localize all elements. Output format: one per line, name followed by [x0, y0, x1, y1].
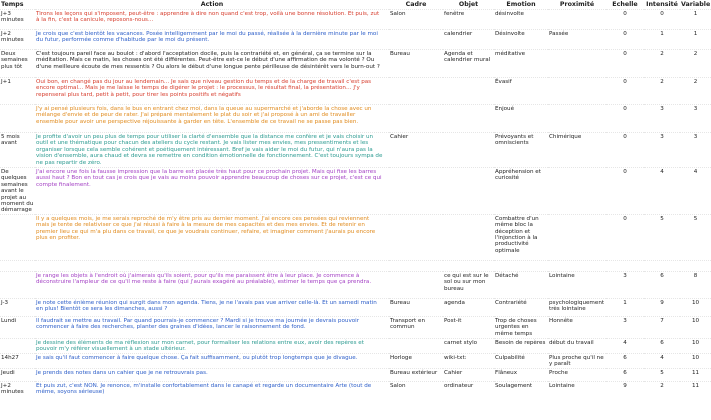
- cell-intensite[interactable]: 3: [644, 133, 680, 168]
- cell-action[interactable]: Il faudrait se mettre au travail. Par quand pourrais-je commencer ? Mardi si je trouve ma journée je devrais pouvoir commencer à faire des recherches, planter des graines d'idées, lancer le raisonnement de fond.: [35, 316, 389, 338]
- cell-intensite[interactable]: 2: [644, 78, 680, 105]
- table-row: [0, 78, 711, 105]
- cell-emotion[interactable]: Détaché: [494, 271, 548, 298]
- cell-temps[interactable]: [0, 271, 35, 298]
- col-header-action[interactable]: Action: [200, 1, 224, 8]
- cell-cadre[interactable]: Bureau: [389, 298, 443, 316]
- table-row: [0, 298, 711, 316]
- cell-emotion[interactable]: Appréhension et curiosité: [494, 168, 548, 215]
- cell-intensite[interactable]: 1: [644, 30, 680, 50]
- cell-cadre[interactable]: Transport en commun: [389, 316, 443, 338]
- cell-temps[interactable]: Lundi: [0, 316, 35, 338]
- cell-variable[interactable]: 10: [680, 338, 711, 353]
- table-row: [0, 105, 711, 133]
- col-header-cadre[interactable]: Cadre: [405, 1, 427, 8]
- cell-cadre[interactable]: [389, 30, 443, 50]
- cell-temps[interactable]: J+1: [0, 78, 35, 105]
- cell-variable[interactable]: 1: [680, 30, 711, 50]
- table-row: [0, 10, 711, 30]
- cell-action[interactable]: C'est toujours pareil face au boulot : d'abord l'acceptation docile, puis la contrariété et, en général, ça se termine sur la méditation. Mais ce matin, les choses ont été différentes. Peut-être est-ce le début d'une affirmation de ma volonté ? Ou d'une meilleure écoute de mes ressentis ? Ou alors le début d'une longue pente périlleuse de désintérêt vers le burn-out ?: [35, 50, 389, 78]
- cell-emotion[interactable]: Besoin de repères: [494, 338, 548, 353]
- cell-emotion[interactable]: méditative: [494, 50, 548, 78]
- cell-emotion[interactable]: désinvolte: [494, 10, 548, 30]
- cell-variable[interactable]: 10: [680, 353, 711, 368]
- table-row: [0, 368, 711, 381]
- cell-echelle[interactable]: 0: [606, 105, 644, 133]
- cell-echelle[interactable]: 6: [606, 353, 644, 368]
- cell-emotion[interactable]: Désinvolte: [494, 30, 548, 50]
- cell-variable[interactable]: 3: [680, 105, 711, 133]
- cell-proximite[interactable]: Passée: [548, 30, 606, 50]
- cell-emotion[interactable]: Combattre d'un même bloc la déception et l'injonction à la productivité optimale: [494, 214, 548, 260]
- table-row: [0, 133, 711, 168]
- cell-objet[interactable]: [443, 133, 494, 168]
- table-body: [0, 10, 711, 396]
- cell-intensite[interactable]: 2: [644, 381, 680, 395]
- cell-cadre[interactable]: [389, 338, 443, 353]
- cell-cadre[interactable]: [389, 78, 443, 105]
- cell-temps[interactable]: [0, 214, 35, 260]
- cell-temps[interactable]: 5 mois avant: [0, 133, 35, 168]
- cell-echelle[interactable]: 0: [606, 50, 644, 78]
- cell-action[interactable]: Il y a quelques mois, je me serais reproché de m'y être pris au dernier moment. J'ai encore ces pensées qui reviennent mais je tente de relativiser ce que j'ai réussi à faire à la mesure de mes capacités et des mes envies. Et de retenir en premier lieu ce qui m'a plu dans ce travail, ce que je voudrais continuer, refaire, et imaginer comment j'aurais pu encore plus en profiter.: [35, 214, 389, 260]
- cell-temps[interactable]: 14h27: [0, 353, 35, 368]
- cell-action[interactable]: Je crois que c'est bientôt les vacances. Posée intelligemment par le moi du passé, réalisée à la dernière minute par le moi du futur, performée comme d'habitude par le moi du présent.: [35, 30, 389, 50]
- col-header-echelle[interactable]: Echelle: [612, 1, 638, 8]
- cell-objet[interactable]: wiki-txt:: [443, 353, 494, 368]
- table-row: [0, 271, 711, 298]
- table-row: [0, 260, 711, 271]
- cell-proximite[interactable]: Plus proche qu'il ne y paraît: [548, 353, 606, 368]
- cell-proximite[interactable]: [548, 50, 606, 78]
- cell-intensite[interactable]: 3: [644, 105, 680, 133]
- cell-action[interactable]: Je profite d'avoir un peu plus de temps pour utiliser la clarté d'ensemble que la distance me confère et je vais choisir un outil et une thématique pour chacun des ateliers du cycle restant. Je vais lister mes envies, mes pressentiments et les organiser lorsque cela semble cohérent et poétiquement intéressant. Bref je vais aider le moi du futur, qui n'aura pas la vision d'ensemble, aura chaud et devra se remettre en condition émotionnelle de fonctionnement. C'est toujours sympa de ne pas repartir de zéro.: [35, 133, 389, 168]
- cell-objet[interactable]: [443, 168, 494, 215]
- col-header-objet[interactable]: Objet: [458, 1, 479, 8]
- cell-intensite[interactable]: 5: [644, 214, 680, 260]
- cell-proximite[interactable]: [548, 214, 606, 260]
- cell-temps[interactable]: J+2 minutes: [0, 381, 35, 395]
- cell-objet[interactable]: fenêtre: [443, 10, 494, 30]
- table-row: [0, 50, 711, 78]
- cell-proximite[interactable]: [548, 10, 606, 30]
- cell-action[interactable]: Je note cette énième réunion qui surgit dans mon agenda. Tiens, je ne l'avais pas vue arriver celle-là. Et un samedi matin en plus! Bientôt ce sera les dimanches, aussi ?: [35, 298, 389, 316]
- cell-echelle[interactable]: 6: [606, 368, 644, 381]
- cell-objet[interactable]: [443, 214, 494, 260]
- cell-action[interactable]: Oui bon, en changé pas du jour au lendemain... Je sais que niveau gestion du temps et de la charge de travail c'est pas encore optimal... Mais je me laisse le temps de digérer le projet : le processus, le résultat final, la présentation… J'y repenserai plus tard, petit à petit, pour tirer les points positifs et négatifs: [35, 78, 389, 105]
- cell-emotion[interactable]: Enjoué: [494, 105, 548, 133]
- cell-cadre[interactable]: Salon: [389, 10, 443, 30]
- cell-proximite[interactable]: [548, 78, 606, 105]
- cell-proximite[interactable]: Lointaine: [548, 271, 606, 298]
- cell-intensite[interactable]: [644, 260, 680, 271]
- cell-variable[interactable]: 3: [680, 133, 711, 168]
- cell-proximite[interactable]: Chimérique: [548, 133, 606, 168]
- cell-action[interactable]: J'y ai pensé plusieurs fois, dans le bus en entrant chez moi, dans la queue au supermarché et j'aborde la chose avec un mélange d'envie et de peur de rater. J'ai préparé mentalement le plat du soir et j'ai proposé à un ami de travailler ensemble pour avoir une perspective réjouissante à garder en tête. L'ensemble de ce travail ne se passe pas bien.: [35, 105, 389, 133]
- cell-proximite[interactable]: Honnête: [548, 316, 606, 338]
- cell-cadre[interactable]: [389, 260, 443, 271]
- cell-proximite[interactable]: Proche: [548, 368, 606, 381]
- cell-action[interactable]: Je prends des notes dans un cahier que je ne retrouvrais pas.: [35, 368, 389, 381]
- cell-variable[interactable]: 5: [680, 214, 711, 260]
- cell-echelle[interactable]: 0: [606, 78, 644, 105]
- cell-temps[interactable]: Jeudi: [0, 368, 35, 381]
- cell-objet[interactable]: Cahier: [443, 368, 494, 381]
- header-row: [0, 0, 711, 10]
- cell-objet[interactable]: carnet stylo: [443, 338, 494, 353]
- cell-echelle[interactable]: 0: [606, 214, 644, 260]
- cell-echelle[interactable]: 3: [606, 316, 644, 338]
- cell-variable[interactable]: 4: [680, 168, 711, 215]
- cell-intensite[interactable]: 5: [644, 368, 680, 381]
- cell-action[interactable]: [35, 260, 389, 271]
- col-header-temps[interactable]: Temps: [1, 1, 24, 8]
- cell-temps[interactable]: [0, 105, 35, 133]
- cell-echelle[interactable]: 3: [606, 271, 644, 298]
- cell-echelle[interactable]: 0: [606, 168, 644, 215]
- col-header-variable[interactable]: Variable: [681, 1, 711, 8]
- cell-cadre[interactable]: Bureau: [389, 50, 443, 78]
- cell-echelle[interactable]: 0: [606, 133, 644, 168]
- cell-temps[interactable]: [0, 260, 35, 271]
- cell-temps[interactable]: J+2 minutes: [0, 30, 35, 50]
- cell-echelle[interactable]: 1: [606, 298, 644, 316]
- cell-emotion[interactable]: Soulagement: [494, 381, 548, 395]
- cell-variable[interactable]: 10: [680, 298, 711, 316]
- cell-action[interactable]: Je sais qu'il faut commencer à faire quelque chose. Ça fait suffisamment, ou plutôt trop longtemps que je divague.: [35, 353, 389, 368]
- cell-temps[interactable]: [0, 338, 35, 353]
- cell-variable[interactable]: 11: [680, 381, 711, 395]
- cell-cadre[interactable]: Salon: [389, 381, 443, 395]
- cell-action[interactable]: Je range les objets à l'endroit où j'aimerais qu'ils soient, pour qu'ils me paraissent être à leur place. Je commence à déconstruire l'ampleur de ce qu'il me reste à faire (qui j'aurais exagéré au préalable), estimer le temps que ça prendra.: [35, 271, 389, 298]
- cell-intensite[interactable]: 7: [644, 316, 680, 338]
- cell-objet[interactable]: [443, 78, 494, 105]
- cell-temps[interactable]: De quelques semaines avant le projet au moment du démarrage: [1, 169, 34, 214]
- cell-emotion[interactable]: Trop de choses urgentes en même temps: [494, 316, 548, 338]
- cell-proximite[interactable]: début du travail: [548, 338, 606, 353]
- col-header-proximite[interactable]: Proximité: [559, 1, 595, 8]
- cell-intensite[interactable]: 9: [644, 298, 680, 316]
- cell-cadre[interactable]: [389, 271, 443, 298]
- table-row: [0, 338, 711, 353]
- col-header-intensite[interactable]: Intensité: [646, 1, 678, 8]
- cell-emotion[interactable]: Évasif: [494, 78, 548, 105]
- cell-action[interactable]: Je dessine des éléments de ma réflexion sur mon carnet, pour formaliser les relations entre eux, avoir des repères et pouvoir m'y référer visuellement à un stade ultérieur.: [35, 338, 389, 353]
- cell-cadre[interactable]: [389, 168, 443, 215]
- cell-action[interactable]: Tirons les leçons qui s'imposent, peut-être : apprendre à dire non quand c'est trop, voilà une bonne résolution. Et puis, zut à la fin, c'est la canicule, reposons-nous…: [35, 10, 389, 30]
- cell-intensite[interactable]: 0: [644, 10, 680, 30]
- cell-objet[interactable]: ce qui est sur le sol ou sur mon bureau: [443, 271, 494, 298]
- cell-temps[interactable]: J+3 minutes: [0, 10, 35, 30]
- cell-intensite[interactable]: 4: [644, 168, 680, 215]
- cell-proximite[interactable]: [548, 260, 606, 271]
- cell-intensite[interactable]: 2: [644, 50, 680, 78]
- cell-objet[interactable]: calendrier: [443, 30, 494, 50]
- cell-emotion[interactable]: Contrariété: [494, 298, 548, 316]
- cell-echelle[interactable]: 4: [606, 338, 644, 353]
- cell-intensite[interactable]: 6: [644, 338, 680, 353]
- col-header-emotion[interactable]: Emotion: [506, 1, 536, 8]
- cell-temps[interactable]: Deux semaines plus tôt: [0, 50, 35, 78]
- cell-emotion[interactable]: Flâneux: [494, 368, 548, 381]
- table-row: [0, 214, 711, 260]
- cell-variable[interactable]: 2: [680, 50, 711, 78]
- cell-objet[interactable]: ordinateur: [443, 381, 494, 395]
- cell-cadre[interactable]: [389, 214, 443, 260]
- table-row: [0, 381, 711, 395]
- cell-variable[interactable]: 8: [680, 271, 711, 298]
- table-row: [0, 30, 711, 50]
- cell-variable[interactable]: 10: [680, 316, 711, 338]
- cell-variable[interactable]: 2: [680, 78, 711, 105]
- cell-emotion[interactable]: Culpabilité: [494, 353, 548, 368]
- cell-echelle[interactable]: 9: [606, 381, 644, 395]
- table-row: [0, 353, 711, 368]
- cell-emotion[interactable]: Prévoyants et omniscients: [494, 133, 548, 168]
- cell-proximite[interactable]: Lointaine: [548, 381, 606, 395]
- cell-echelle[interactable]: 0: [606, 10, 644, 30]
- cell-cadre[interactable]: Bureau extérieur: [389, 368, 443, 381]
- cell-echelle[interactable]: [606, 260, 644, 271]
- table-row: [0, 316, 711, 338]
- cell-cadre[interactable]: Cahier: [389, 133, 443, 168]
- cell-echelle[interactable]: 0: [606, 30, 644, 50]
- cell-objet[interactable]: [443, 260, 494, 271]
- cell-proximite[interactable]: [548, 105, 606, 133]
- cell-temps[interactable]: J-3: [0, 298, 35, 316]
- cell-action[interactable]: J'ai encore une fois la fausse impression que la barre est placée très haut pour ce prochain projet. Mais qui fixe les barres aussi haut ? Bon en tout cas je crois que je vais au moins pouvoir apprendre beaucoup de choses sur ce projet, c'est ce qui compte finalement.: [35, 168, 389, 215]
- cell-objet[interactable]: [443, 105, 494, 133]
- cell-intensite[interactable]: 4: [644, 353, 680, 368]
- cell-proximite[interactable]: psychologiquement très lointaine: [548, 298, 606, 316]
- cell-objet[interactable]: agenda: [443, 298, 494, 316]
- cell-objet[interactable]: Post-it: [443, 316, 494, 338]
- table-row: [0, 168, 711, 215]
- cell-proximite[interactable]: [548, 168, 606, 215]
- cell-variable[interactable]: [680, 260, 711, 271]
- cell-objet[interactable]: Agenda et calendrier mural: [443, 50, 494, 78]
- cell-action[interactable]: Et puis zut, c'est NON. Je renonce, m'installe confortablement dans le canapé et regarde un documentaire Arte (tout de même, soyons sérieuse): [35, 381, 389, 395]
- cell-intensite[interactable]: 6: [644, 271, 680, 298]
- cell-variable[interactable]: 1: [680, 10, 711, 30]
- cell-emotion[interactable]: [494, 260, 548, 271]
- cell-cadre[interactable]: [389, 105, 443, 133]
- cell-variable[interactable]: 11: [680, 368, 711, 381]
- cell-cadre[interactable]: Horloge: [389, 353, 443, 368]
